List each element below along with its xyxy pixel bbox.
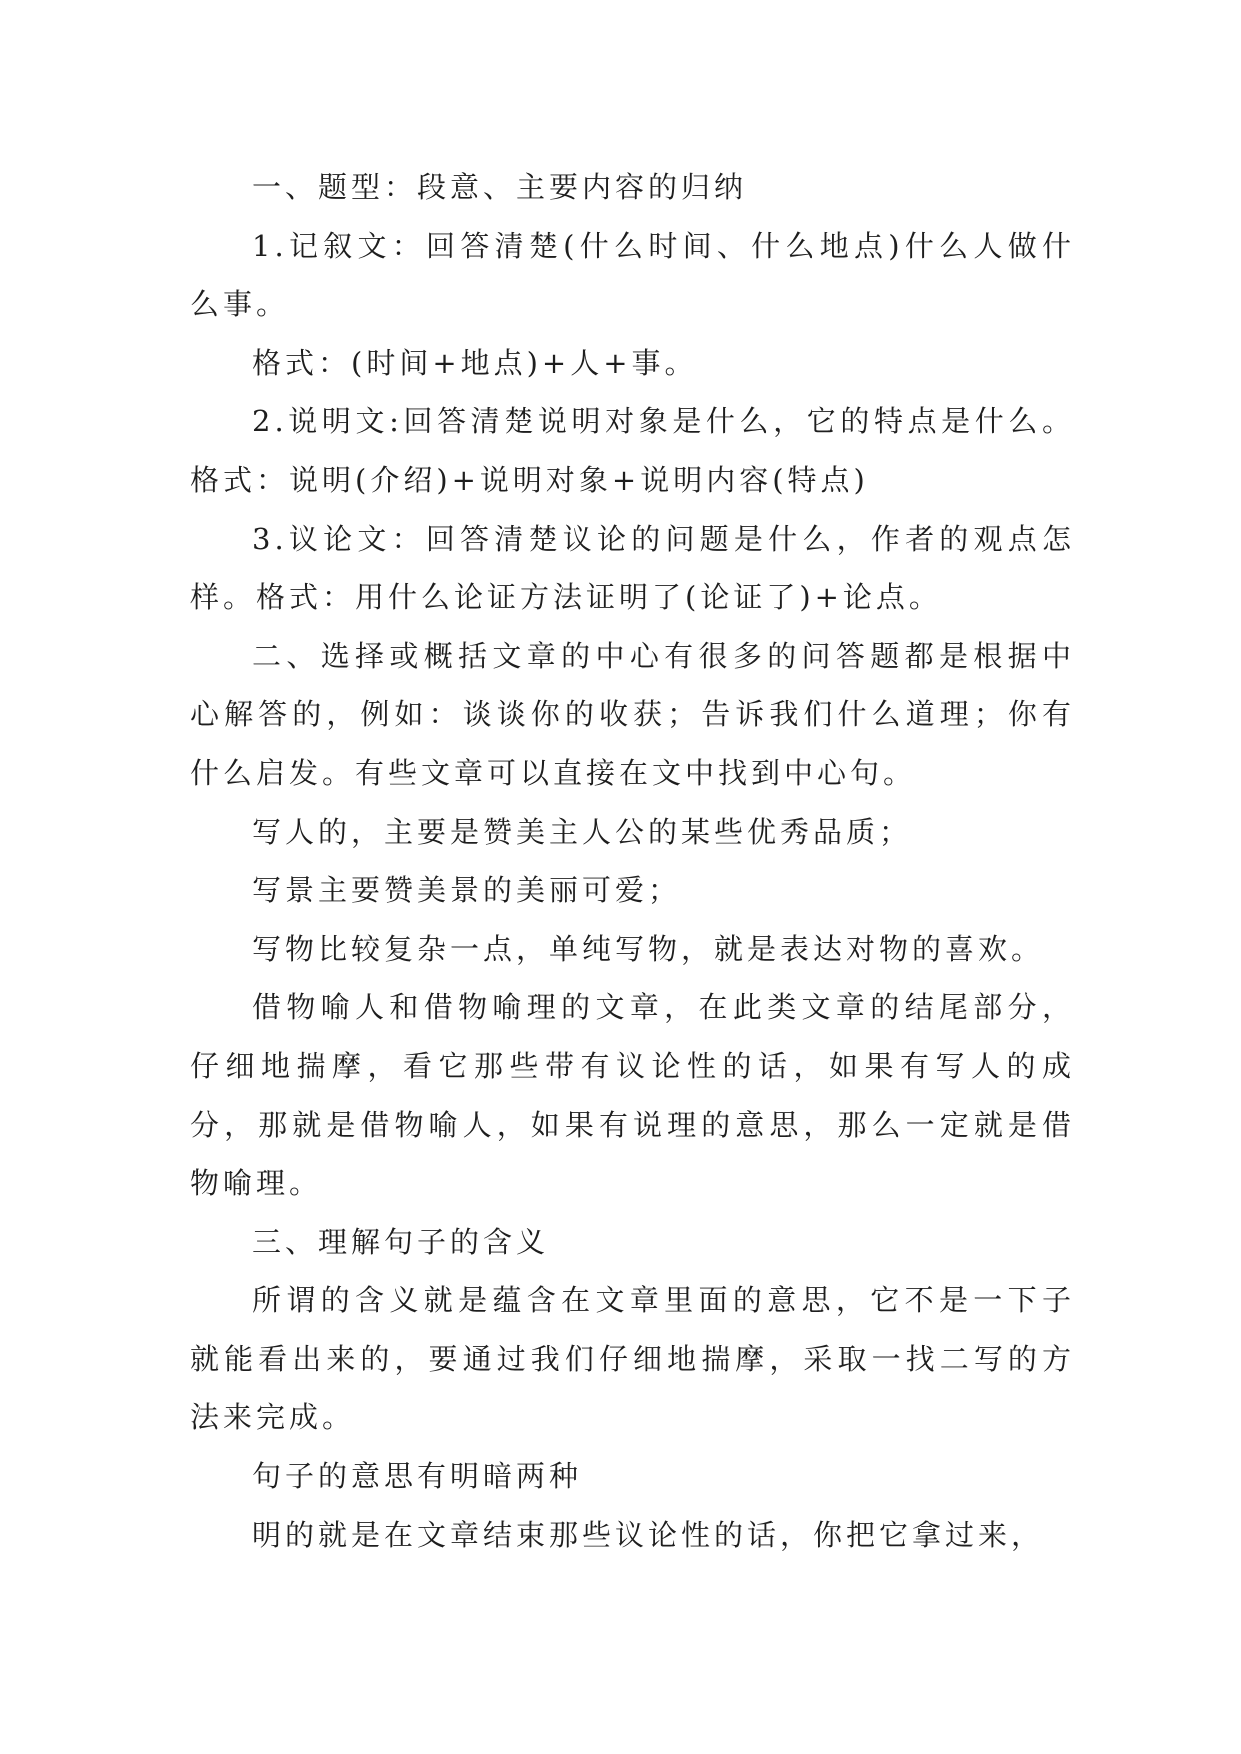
paragraph: 句子的意思有明暗两种 <box>252 1459 583 1494</box>
section-heading: 一、题型：段意、主要内容的归纳 <box>252 170 748 204</box>
paragraph: 格式：(时间+地点)+人+事。 <box>252 345 698 380</box>
paragraph: 借物喻人和借物喻理的文章，在此类文章的结尾部分，仔细地揣摩，看它那些带有议论性的话，如果有写人的成分，那就是借物喻人，如果有说理的意思，那么一定就是借物喻理。 <box>190 990 1075 1201</box>
paragraph: 1.记叙文：回答清楚(什么时间、什么地点)什么人做什么事。 <box>190 228 1075 322</box>
document-body <box>190 158 1075 1564</box>
paragraph: 明的就是在文章结束那些议论性的话，你把它拿过来， <box>252 1517 1045 1552</box>
paragraph: 写景主要赞美景的美丽可爱； <box>252 873 682 908</box>
section-heading: 二、选择或概括文章的中心有很多的问答题都是根据中心解答的，例如：谈谈你的收获；告诉我们什么道理；你有什么启发。有些文章可以直接在文中找到中心句。 <box>190 638 1075 790</box>
paragraph: 所谓的含义就是蕴含在文章里面的意思，它不是一下子就能看出来的，要通过我们仔细地揣摩，采取一找二写的方法来完成。 <box>190 1283 1075 1435</box>
paragraph: 写物比较复杂一点，单纯写物，就是表达对物的喜欢。 <box>252 931 1045 966</box>
paragraph: 写人的，主要是赞美主人公的某些优秀品质； <box>252 814 913 849</box>
paragraph: 3.议论文：回答清楚议论的问题是什么，作者的观点怎样。格式：用什么论证方法证明了(论证了)+论点。 <box>190 521 1075 615</box>
paragraph: 2.说明文:回答清楚说明对象是什么，它的特点是什么。格式：说明(介绍)+说明对象+说明内容(特点) <box>190 404 1075 497</box>
section-heading: 三、理解句子的含义 <box>252 1224 550 1259</box>
